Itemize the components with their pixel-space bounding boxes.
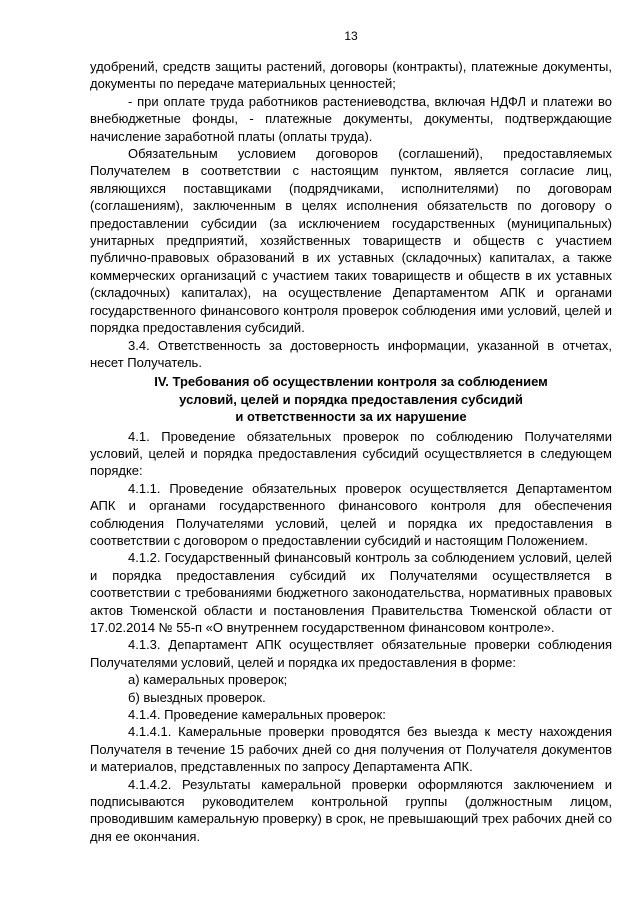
paragraph-4-1-4-2: 4.1.4.2. Результаты камеральной проверки оформляются заключением и подписываются руководителем контрольной группы (должностным лицом, проводившим камеральную проверку) в срок, не превышающий трех рабочих дней со дня ее окончания.	[90, 776, 612, 844]
paragraph-4-1-4: 4.1.4. Проведение камеральных проверок:	[128, 707, 386, 723]
document-page	[90, 28, 612, 845]
paragraph-mandatory-condition: Обязательным условием договоров (соглашений), предоставляемых Получателем в соответствии с настоящим пунктом, является согласие лиц, являющихся поставщиками (подрядчиками, исполнителями) по договорам (соглашениям), заключенным в целях исполнения обязательств по договору о предоставлении субсидии (за исключением государственных (муниципальных) унитарных предприятий, хозяйственных товариществ и обществ с участием публично-правовых образований в их уставных (складочных) капиталах, а также коммерческих организаций с участием таких товариществ и обществ в их уставных (складочных) капиталах), на осуществление Департаментом АПК и органами государственного финансового контроля проверок соблюдения ими условий, целей и порядка предоставления субсидий.	[90, 146, 612, 336]
section-heading-line-1: IV. Требования об осуществлении контроля за соблюдением	[154, 374, 548, 390]
section-heading-line-3: и ответственности за их нарушение	[235, 409, 467, 425]
list-item-a: а) камеральных проверок;	[128, 672, 288, 688]
list-item-b: б) выездных проверок.	[128, 689, 266, 705]
paragraph-4-1-2: 4.1.2. Государственный финансовый контроль за соблюдением условий, целей и порядка предоставления субсидий их Получателями осуществляется в соответствии с требованиями бюджетного законодательства, нормативных правовых актов Тюменской области и постановления Правительства Тюменской области от 17.02.2014 № 55-п «О внутреннем государственном финансовом контроле».	[90, 550, 612, 635]
section-heading	[90, 373, 612, 425]
paragraph-4-1-4-1: 4.1.4.1. Камеральные проверки проводятся без выезда к месту нахождения Получателя в течение 15 рабочих дней со дня получения от Получателя документов и материалов, представленных по запросу Департамента АПК.	[90, 724, 612, 775]
page-number: 13	[344, 29, 358, 43]
paragraph-4-1-3: 4.1.3. Департамент АПК осуществляет обязательные проверки соблюдения Получателями условий, целей и порядка их предоставления в форме:	[90, 637, 612, 670]
paragraph-4-1: 4.1. Проведение обязательных проверок по соблюдению Получателями условий, целей и порядка предоставления субсидий осуществляется в следующем порядке:	[90, 428, 612, 479]
paragraph-labor-payments: - при оплате труда работников растениеводства, включая НДФЛ и платежи во внебюджетные фонды, - платежные документы, документы, подтверждающие начисление заработной платы (оплаты труда).	[90, 93, 612, 144]
paragraph-3-4: 3.4. Ответственность за достоверность информации, указанной в отчетах, несет Получатель.	[90, 337, 612, 370]
paragraph-4-1-1: 4.1.1. Проведение обязательных проверок осуществляется Департаментом АПК и органами государственного финансового контроля для обеспечения соблюдения Получателями условий, целей и порядка их предоставления в соответствии с договором о предоставлении субсидий и настоящим Положением.	[90, 480, 612, 548]
document-body	[90, 58, 612, 845]
paragraph-fertilizer-documents: удобрений, средств защиты растений, договоры (контракты), платежные документы, документы по передаче материальных ценностей;	[90, 59, 612, 92]
section-heading-line-2: условий, целей и порядка предоставления субсидий	[179, 391, 523, 407]
